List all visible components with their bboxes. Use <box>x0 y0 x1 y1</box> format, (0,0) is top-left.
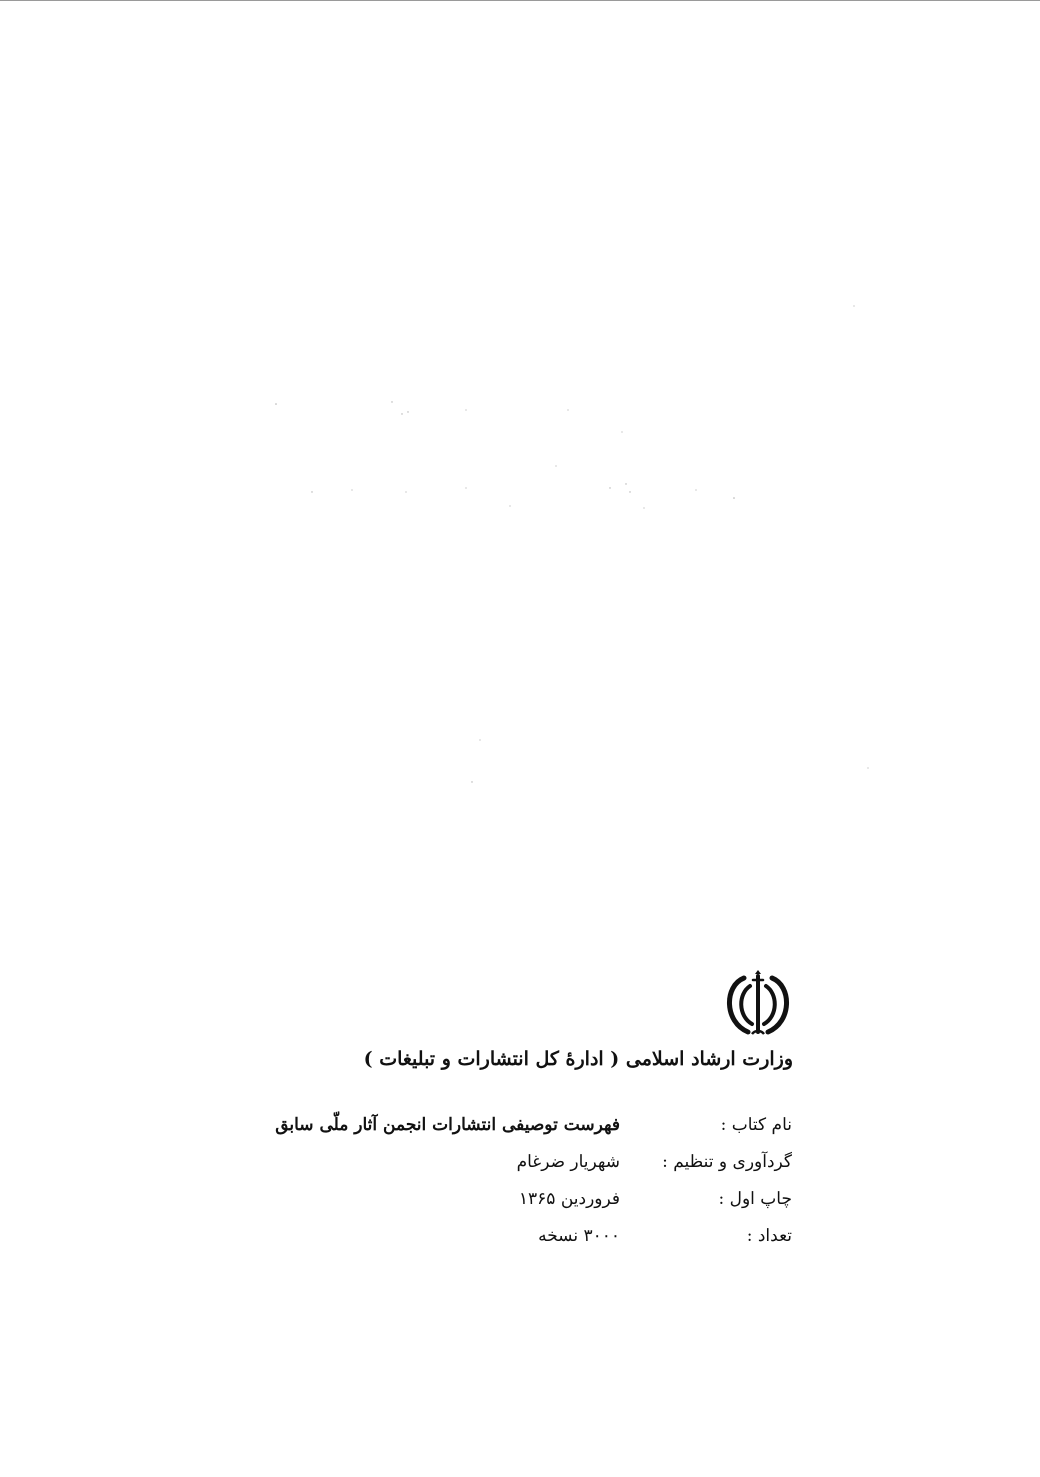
print-run-label: تعداد : <box>746 1226 792 1246</box>
colophon-block <box>275 1115 792 1263</box>
compiler-label: گردآوری و تنظیم : <box>662 1152 792 1172</box>
book-title-value: فهرست توصیفی انتشارات انجمن آثار ملّی سابق <box>275 1115 620 1135</box>
compiler-row <box>292 1152 792 1189</box>
publisher-line: وزارت ارشاد اسلامی ( ادارهٔ کل انتشارات و تبلیغات ) <box>363 1048 793 1070</box>
compiler-value: شهریار ضرغام <box>516 1152 620 1172</box>
first-edition-label: چاپ اول : <box>718 1189 792 1209</box>
book-title-row <box>275 1115 792 1152</box>
book-title-label: نام کتاب : <box>720 1115 792 1135</box>
iran-emblem-icon <box>722 970 794 1038</box>
first-edition-value: فروردین ۱۳۶۵ <box>518 1189 620 1209</box>
print-run-value: ۳۰۰۰ نسخه <box>538 1226 620 1246</box>
print-run-row <box>292 1226 792 1263</box>
first-edition-row <box>292 1189 792 1226</box>
